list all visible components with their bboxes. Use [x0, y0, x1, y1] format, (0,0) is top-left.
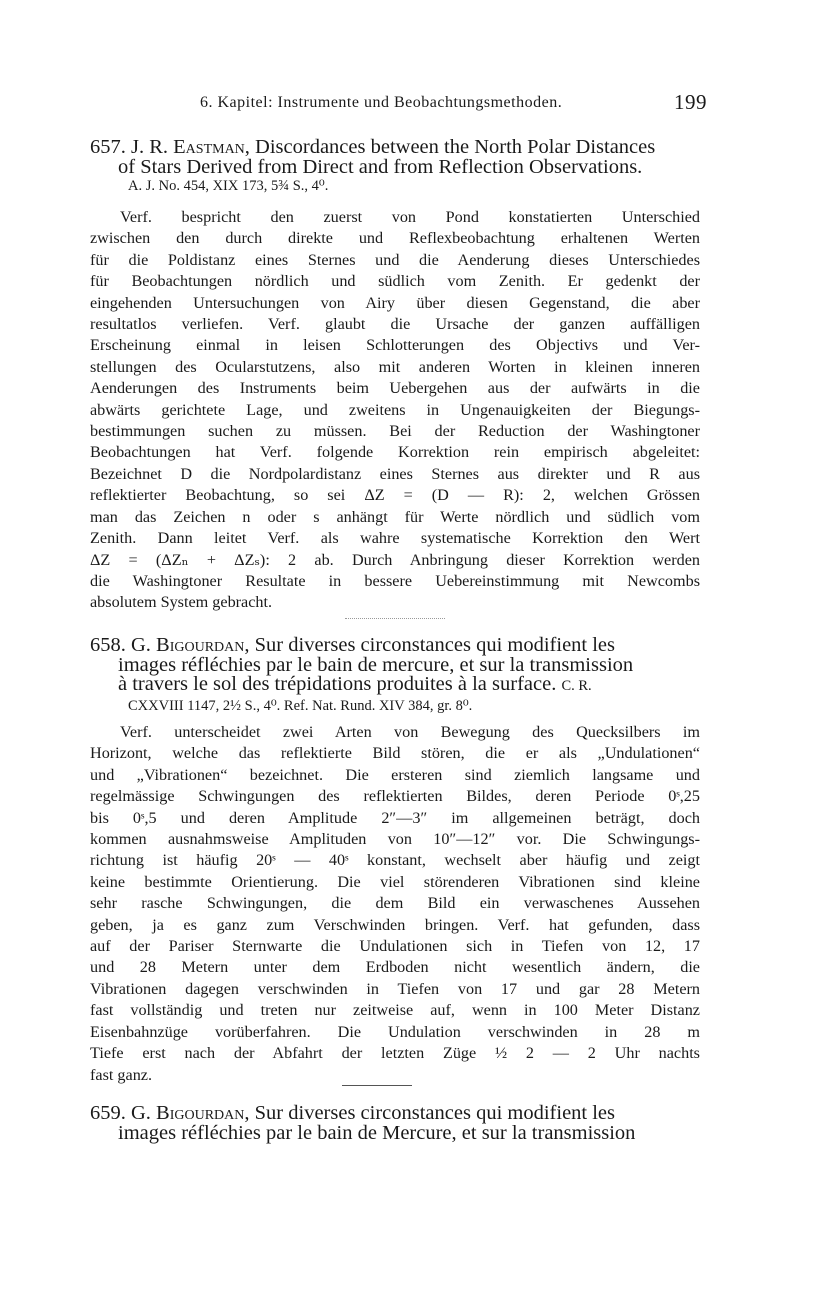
- entry-number: 658.: [90, 634, 126, 656]
- entry-separator: [345, 618, 445, 619]
- abstract-line: fast ganz.: [90, 1065, 153, 1084]
- abstract-line: regelmässige Schwingungen des reflektierten Bildes, deren Periode 0ˢ,25: [90, 787, 700, 806]
- abstract-line: absolutem System gebracht.: [90, 593, 273, 612]
- abstract-line: Vibrationen dagegen verschwinden in Tiefen von 17 und gar 28 Metern: [90, 979, 700, 998]
- abstract-line: Zenith. Dann leitet Verf. als wahre systematische Korrektion den Wert: [90, 529, 700, 548]
- entry-title-line: of Stars Derived from Direct and from Reflection Observations.: [118, 155, 643, 178]
- abstract-line: Beobachtungen hat Verf. folgende Korrektion rein empirisch abgeleitet:: [90, 443, 700, 462]
- entry-citation: CXXVIII 1147, 2½ S., 4⁰. Ref. Nat. Rund. XIV 384, gr. 8⁰.: [128, 697, 473, 714]
- abstract-line: auf der Pariser Sternwarte die Undulationen sich in Tiefen von 12, 17: [90, 937, 700, 956]
- entry-author: G. Bigourdan,: [131, 1102, 250, 1124]
- entry-author: J. R. Eastman,: [131, 136, 250, 158]
- abstract-line: keine bestimmte Orientierung. Die viel störenderen Vibrationen sind kleine: [90, 872, 700, 891]
- abstract-line: abwärts gerichtete Lage, und zweitens in Ungenauigkeiten der Biegungs-: [90, 400, 700, 419]
- entry-657-heading: [90, 138, 710, 195]
- entry-title-line: Sur diverses circonstances qui modifient les: [254, 1102, 616, 1124]
- entry-659-heading: [90, 1104, 710, 1143]
- abstract-line: stellungen des Ocularstutzens, also mit anderen Worten in kleinen inneren: [90, 357, 700, 376]
- abstract-line: zwischen den durch direkte und Reflexbeobachtung erhaltenen Werten: [90, 229, 700, 248]
- abstract-line: Bezeichnet D die Nordpolardistanz eines Sternes aus direkter und R aus: [90, 464, 700, 483]
- abstract-line: resultatlos verliefen. Verf. glaubt die Ursache der ganzen auffälligen: [90, 315, 700, 334]
- abstract-line: reflektierter Beobachtung, so sei ΔZ = (D — R): 2, welchen Grössen: [90, 486, 700, 505]
- entry-title-line: images réfléchies par le bain de Mercure, et sur la transmission: [118, 1121, 636, 1144]
- abstract-line: und „Vibrationen“ bezeichnet. Die ersteren sind ziemlich langsame und: [90, 765, 700, 784]
- abstract-line: ΔZ = (ΔZₙ + ΔZₛ): 2 ab. Durch Anbringung dieser Korrektion werden: [90, 550, 700, 569]
- entry-separator: [342, 1085, 412, 1086]
- abstract-line: für die Poldistanz eines Sternes und die Aenderung dieses Unterschiedes: [90, 250, 700, 269]
- abstract-line: und 28 Metern unter dem Erdboden nicht wesentlich ändern, die: [90, 958, 700, 977]
- abstract-line: bis 0ˢ,5 und deren Amplitude 2″—3″ im allgemeinen beträgt, doch: [90, 808, 700, 827]
- abstract-line: man das Zeichen n oder s anhängt für Werte nördlich und südlich vom: [90, 507, 700, 526]
- abstract-line: eingehenden Untersuchungen von Airy über diesen Gegenstand, die aber: [90, 293, 700, 312]
- abstract-line: Eisenbahnzüge vorüberfahren. Die Undulation verschwinden in 28 m: [90, 1022, 700, 1041]
- entry-title-line: Sur diverses circonstances qui modifient les: [254, 634, 616, 656]
- abstract-line: fast vollständig und treten nur zeitweise auf, wenn in 100 Meter Distanz: [90, 1001, 700, 1020]
- abstract-line: Erscheinung einmal in leisen Schlotterungen des Objectivs und Ver-: [90, 336, 700, 355]
- abstract-line: geben, ja es ganz zum Verschwinden bringen. Verf. hat gefunden, dass: [90, 915, 700, 934]
- abstract-line: Horizont, welche das reflektierte Bild stören, die er als „Undulationen“: [90, 744, 700, 763]
- abstract-line: Tiefe erst nach der Abfahrt der letzten Züge ½ 2 — 2 Uhr nachts: [90, 1044, 700, 1063]
- abstract-line: richtung ist häufig 20ˢ — 40ˢ konstant, wechselt aber häufig und zeigt: [90, 851, 700, 870]
- page-number: 199: [674, 90, 707, 114]
- entry-number: 659.: [90, 1102, 126, 1124]
- entry-citation: A. J. No. 454, XIX 173, 5¾ S., 4⁰.: [128, 178, 329, 194]
- entry-title-line: Discordances between the North Polar Distances: [255, 136, 656, 158]
- page-header: [200, 90, 707, 114]
- entry-title-line: à travers le sol des trépidations produites à la surface.: [118, 673, 557, 695]
- abstract-line: Aenderungen des Instruments beim Uebergehen aus der aufwärts in die: [90, 379, 700, 398]
- abstract-line: Verf. bespricht den zuerst von Pond konstatierten Unterschied: [120, 208, 700, 226]
- entry-657-abstract: [90, 207, 700, 614]
- entry-title-tail: C. R.: [561, 678, 592, 694]
- abstract-line: für Beobachtungen nördlich und südlich vom Zenith. Er gedenkt der: [90, 272, 700, 291]
- entry-number: 657.: [90, 136, 126, 158]
- abstract-line: bestimmungen suchen zu müssen. Bei der Reduction der Washingtoner: [90, 422, 700, 441]
- abstract-line: kommen ausnahmsweise Amplituden von 10″—12″ vor. Die Schwingungs-: [90, 830, 700, 849]
- abstract-line: sehr rasche Schwingungen, die dem Bild ein verwaschenes Aussehen: [90, 894, 700, 913]
- entry-658-heading: [90, 636, 710, 715]
- entry-658-abstract: [90, 722, 700, 1086]
- running-title: 6. Kapitel: Instrumente und Beobachtungsmethoden.: [200, 94, 563, 111]
- abstract-line: die Washingtoner Resultate in bessere Uebereinstimmung mit Newcombs: [90, 571, 700, 590]
- abstract-line: Verf. unterscheidet zwei Arten von Bewegung des Quecksilbers im: [120, 723, 700, 741]
- entry-title-line: images réfléchies par le bain de mercure, et sur la transmission: [118, 653, 634, 676]
- entry-author: G. Bigourdan,: [131, 634, 250, 656]
